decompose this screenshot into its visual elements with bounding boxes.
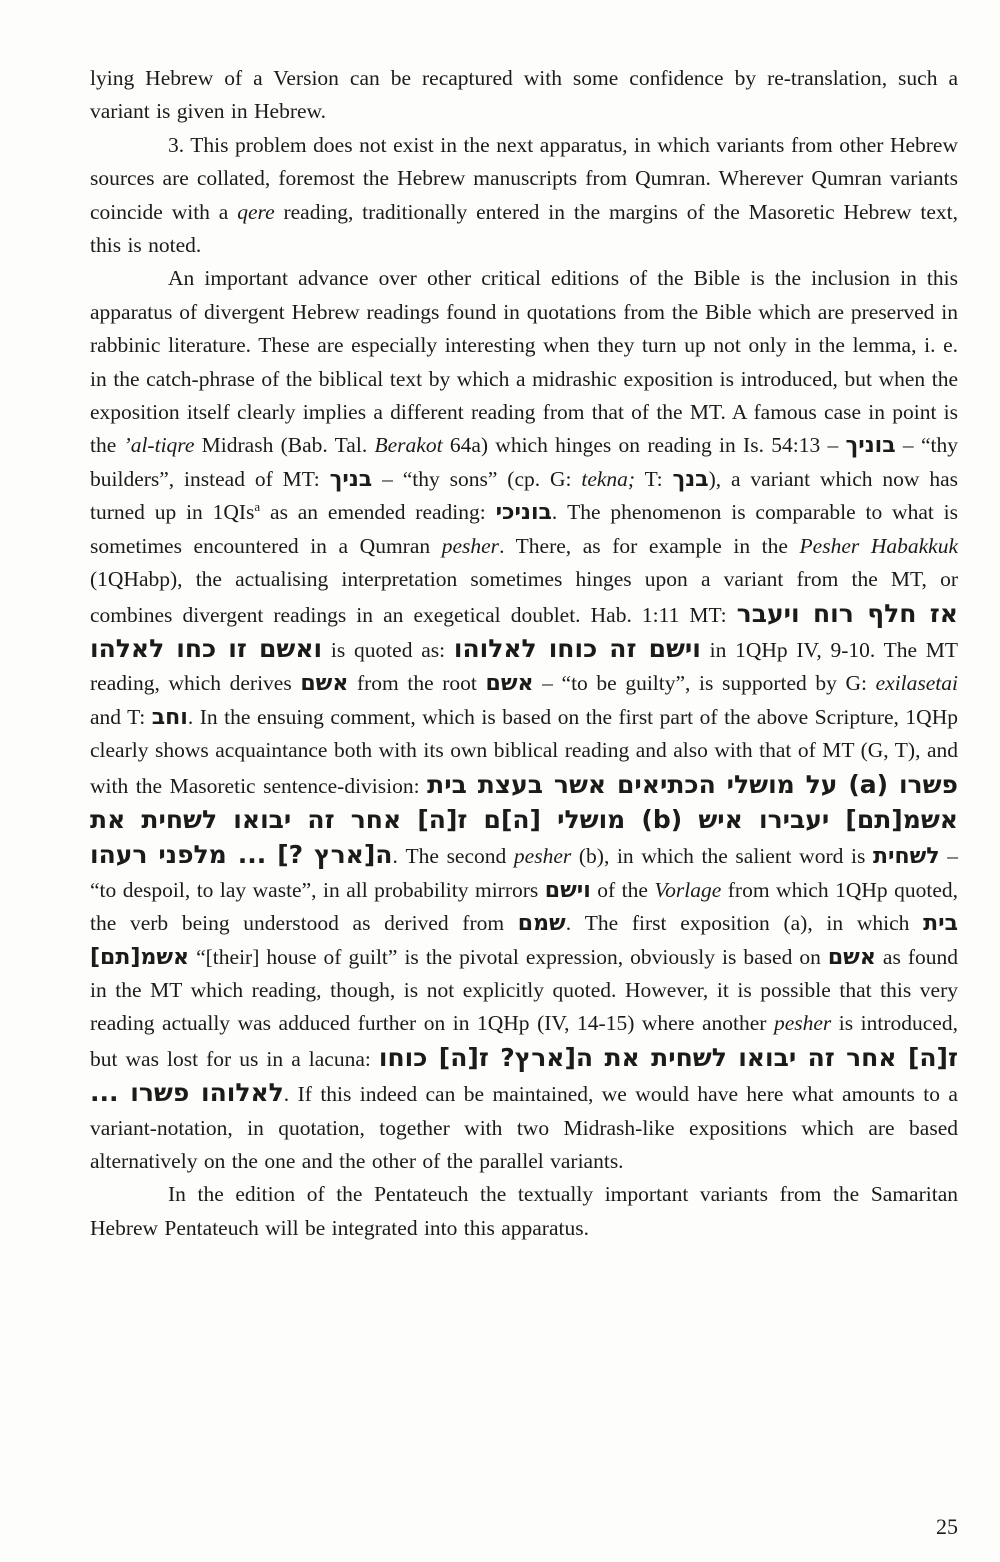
hebrew-text: בניך [329, 466, 373, 492]
hebrew-text: בית אשמ[תם] [90, 911, 958, 970]
hebrew-text: לשחית [872, 844, 940, 870]
hebrew-text: וישם [544, 877, 591, 903]
paragraph-3: An important advance over other critical editions of the Bible is the inclusion in this apparatus of divergent Hebrew readings found in quotations from the Bible which are preserved in rabbinic literature. These are especially interesting when they turn up not only in the lemma, i. e. in the catch-phrase of the biblical text by which a midrashic exposition is introduced, but when the exposition itself clearly implies a different reading from that of the MT. A famous case in point is the ’al-tiqre Midrash (Bab. Tal. Berakot 64a) which hinges on reading in Is. 54:13 – בוניך – “thy builders”, instead of MT: בניך – “thy sons” (cp. G: tekna; T: בנך), a variant which now has turned up in 1QIs$^a$ as an emended reading: בוניכי. The phenomenon is comparable to what is sometimes encountered in a Qumran pesher. There, as for example in the Pesher Habakkuk (1QHabp), the actualising interpretation sometimes hinges upon a variant from the MT, or combines divergent readings in an exegetical doublet. Hab. 1:11 MT: אז חלף רוח ויעבר ואשם זו כחו לאלהו is quoted as: וישם זה כוחו לאלוהו in 1QHp IV, 9-10. The MT reading, which derives אשם from the root אשם – “to be guilty”, is supported by G: exilasetai and T: וחב. In the ensuing comment, which is based on the first part of the above Scripture, 1QHp clearly shows acquaintance both with its own biblical reading and also with that of MT (G, T), and with the Masoretic sentence-division: פשרו (a) על מושלי הכתיאים אשר בעצת בית אשמ[תם] יעבירו איש (b) מושלי [ה]ם ז[ה] אחר זה יבואו לשחית את ה[ארץ ?] ... מלפני רעהו. The second pesher (b), in which the salient word is לשחית – “to despoil, to lay waste”, in all probability mirrors וישם of the Vorlage from which 1QHp quoted, the verb being understood as derived from שמם. The first exposition (a), in which בית אשמ[תם] “[their] house of guilt” is the pivotal expression, obviously is based on אשם as found in the MT which reading, though, is not explicitly quoted. However, it is possible that this very reading actually was adduced further on in 1QHp (IV, 14-15) where another pesher is introduced, but was lost for us in a lacuna: ז[ה] אחר זה יבואו לשחית את ה[ארץ? ז[ה] כוחו לאלוהו פשרו .... If this indeed can be maintained, we would have here what amounts to a variant-notation, in quotation, together with two Midrash-like expositions which are based alternatively on the one and the other of the parallel variants. [90, 266, 959, 1173]
hebrew-text: שמם [517, 911, 566, 937]
paragraph-1: lying Hebrew of a Version can be recaptured with some confidence by re-translation, such a variant is given in Hebrew. [90, 66, 958, 124]
hebrew-text: בנך [672, 466, 709, 492]
paragraph-2: 3. This problem does not exist in the next apparatus, in which variants from other Hebrew sources are collated, foremost the Hebrew manuscripts from Qumran. Wherever Qumran variants coincide with a qere reading, traditionally entered in the margins of the Masoretic Hebrew text, this is noted. [90, 132, 959, 258]
hebrew-text: וחב [151, 704, 188, 730]
hebrew-text: בוניכי [495, 500, 552, 526]
hebrew-text: אשם [827, 944, 876, 970]
page-number: 25 [936, 1514, 958, 1539]
hebrew-text: אשם [485, 671, 534, 697]
body-text [90, 62, 958, 1245]
hebrew-text: אשם [300, 671, 349, 697]
hebrew-text: בוניך [845, 433, 896, 459]
hebrew-quote: ז[ה] אחר זה יבואו לשחית את ה[ארץ? ז[ה] כוחו לאלוהו פשרו ... [90, 1042, 958, 1108]
hebrew-quote: אז חלף רוח ויעבר ואשם זו כחו לאלהו [90, 598, 958, 663]
hebrew-quote: פשרו (a) על מושלי הכתיאים אשר בעצת בית אשמ[תם] יעבירו איש (b) מושלי [ה]ם ז[ה] אחר זה יבואו לשחית את ה[ארץ ?] ... מלפני רעהו [90, 769, 958, 870]
paragraph-4: In the edition of the Pentateuch the textually important variants from the Samaritan Hebrew Pentateuch will be integrated into this apparatus. [90, 1182, 958, 1240]
hebrew-quote: וישם זה כוחו לאלוהו [453, 633, 701, 663]
